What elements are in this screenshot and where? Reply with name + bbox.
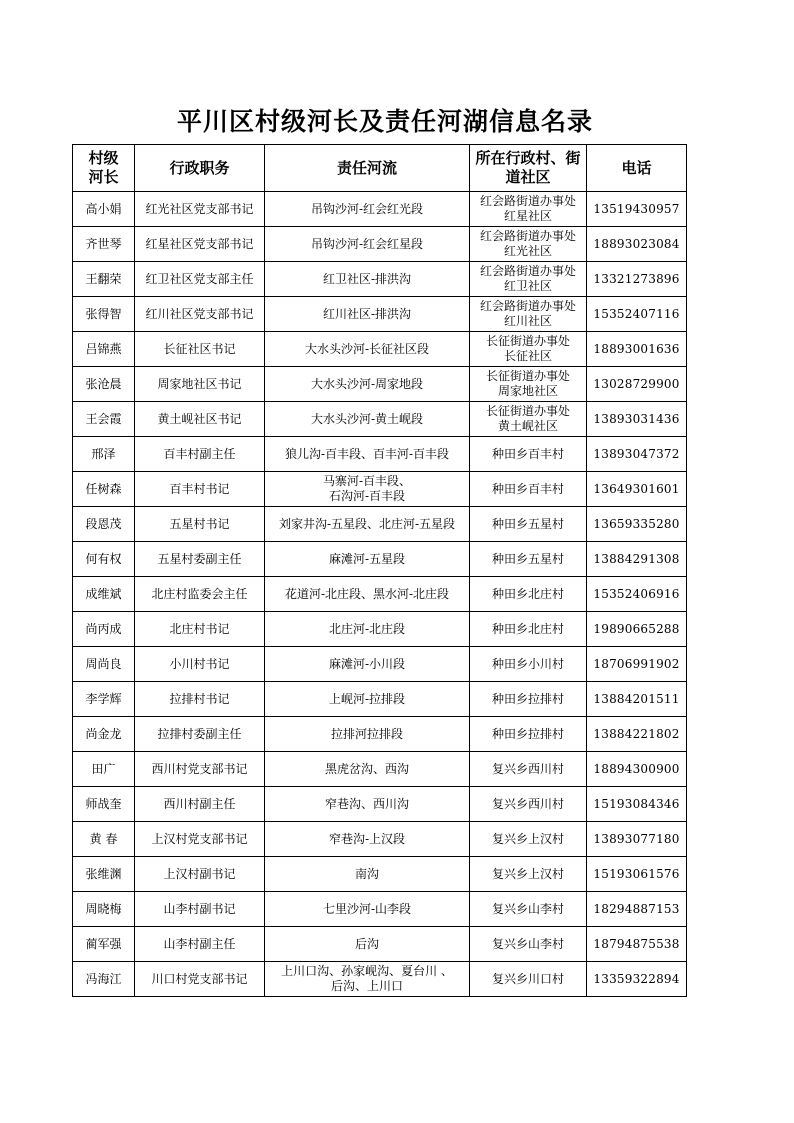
cell-village-line1: 种田乡五星村 xyxy=(491,516,564,531)
cell-village-line2: 长征社区 xyxy=(503,349,552,363)
cell-role: 拉排村委副主任 xyxy=(135,717,265,752)
cell-village-line1: 种田乡五星村 xyxy=(491,551,564,566)
table-row xyxy=(73,262,687,297)
cell-role: 川口村党支部书记 xyxy=(135,962,265,997)
table-row xyxy=(73,892,687,927)
cell-village xyxy=(470,787,587,822)
cell-village-line1: 种田乡拉排村 xyxy=(491,691,564,706)
table-row xyxy=(73,857,687,892)
cell-role: 红川社区党支部书记 xyxy=(135,297,265,332)
cell-role: 山李村副书记 xyxy=(135,892,265,927)
cell-village xyxy=(470,262,587,297)
table-row xyxy=(73,192,687,227)
cell-village xyxy=(470,962,587,997)
cell-river: 南沟 xyxy=(265,857,470,892)
cell-name: 王翻荣 xyxy=(73,262,135,297)
cell-village-line1: 种田乡北庄村 xyxy=(491,586,564,601)
cell-river: 拉排河拉排段 xyxy=(265,717,470,752)
header-name-line1: 村级 xyxy=(88,149,119,167)
cell-name: 田广 xyxy=(73,752,135,787)
cell-river: 上岘河-拉排段 xyxy=(265,682,470,717)
cell-river: 窄巷沟-上汉段 xyxy=(265,822,470,857)
cell-river: 吊钩沙河-红会红光段 xyxy=(265,192,470,227)
cell-village xyxy=(470,752,587,787)
cell-village-line2: 红卫社区 xyxy=(503,279,552,293)
cell-village-line2: 红星社区 xyxy=(503,209,552,223)
cell-phone: 18794875538 xyxy=(587,927,687,962)
cell-river: 窄巷沟、西川沟 xyxy=(265,787,470,822)
cell-village xyxy=(470,367,587,402)
cell-phone: 13659335280 xyxy=(587,507,687,542)
cell-name: 黄 春 xyxy=(73,822,135,857)
cell-river: 吊钩沙河-红会红星段 xyxy=(265,227,470,262)
table-row xyxy=(73,962,687,997)
cell-phone: 13649301601 xyxy=(587,472,687,507)
table-row xyxy=(73,577,687,612)
cell-village xyxy=(470,857,587,892)
cell-village xyxy=(470,542,587,577)
cell-role: 山李村副主任 xyxy=(135,927,265,962)
table-row xyxy=(73,332,687,367)
table-row xyxy=(73,367,687,402)
cell-name: 冯海江 xyxy=(73,962,135,997)
cell-name: 张沧晨 xyxy=(73,367,135,402)
cell-river: 刘家井沟-五星段、北庄河-五星段 xyxy=(265,507,470,542)
cell-river: 麻滩河-五星段 xyxy=(265,542,470,577)
cell-phone: 19890665288 xyxy=(587,612,687,647)
cell-phone: 18294887153 xyxy=(587,892,687,927)
cell-name: 段恩茂 xyxy=(73,507,135,542)
cell-name: 成维斌 xyxy=(73,577,135,612)
table-header-row xyxy=(73,145,687,192)
cell-role: 五星村书记 xyxy=(135,507,265,542)
cell-role: 百丰村书记 xyxy=(135,472,265,507)
cell-phone: 15193084346 xyxy=(587,787,687,822)
cell-phone: 18893001636 xyxy=(587,332,687,367)
header-name xyxy=(73,145,135,192)
cell-phone: 13519430957 xyxy=(587,192,687,227)
cell-village-line1: 红会路街道办事处 xyxy=(479,229,576,243)
cell-phone: 13359322894 xyxy=(587,962,687,997)
cell-phone: 13884201511 xyxy=(587,682,687,717)
cell-river: 大水头沙河-长征社区段 xyxy=(265,332,470,367)
cell-role: 小川村书记 xyxy=(135,647,265,682)
cell-name: 李学辉 xyxy=(73,682,135,717)
cell-village-line1: 种田乡拉排村 xyxy=(491,726,564,741)
cell-role: 红卫社区党支部主任 xyxy=(135,262,265,297)
cell-village xyxy=(470,892,587,927)
cell-role: 五星村委副主任 xyxy=(135,542,265,577)
table-row xyxy=(73,297,687,332)
cell-name: 高小娟 xyxy=(73,192,135,227)
cell-role: 上汉村党支部书记 xyxy=(135,822,265,857)
cell-river: 七里沙河-山李段 xyxy=(265,892,470,927)
cell-village xyxy=(470,507,587,542)
cell-role: 长征社区书记 xyxy=(135,332,265,367)
cell-phone: 18706991902 xyxy=(587,647,687,682)
cell-phone: 18894300900 xyxy=(587,752,687,787)
cell-phone: 13893077180 xyxy=(587,822,687,857)
cell-name: 何有权 xyxy=(73,542,135,577)
table-row xyxy=(73,507,687,542)
table-row xyxy=(73,717,687,752)
cell-name: 尚金龙 xyxy=(73,717,135,752)
cell-village-line1: 复兴乡上汉村 xyxy=(491,866,564,881)
table-row xyxy=(73,437,687,472)
cell-village-line2: 红光社区 xyxy=(503,244,552,258)
cell-village-line1: 长征街道办事处 xyxy=(485,334,570,348)
table-row xyxy=(73,752,687,787)
cell-village-line1: 种田乡百丰村 xyxy=(491,481,564,496)
cell-phone: 13028729900 xyxy=(587,367,687,402)
cell-river: 狼儿沟-百丰段、百丰河-百丰段 xyxy=(265,437,470,472)
cell-village-line1: 种田乡百丰村 xyxy=(491,446,564,461)
cell-village xyxy=(470,612,587,647)
cell-village xyxy=(470,472,587,507)
cell-phone: 13893047372 xyxy=(587,437,687,472)
table-row xyxy=(73,787,687,822)
cell-name: 王会霞 xyxy=(73,402,135,437)
cell-village-line1: 种田乡北庄村 xyxy=(491,621,564,636)
cell-village-line1: 种田乡小川村 xyxy=(491,656,564,671)
cell-role: 上汉村副书记 xyxy=(135,857,265,892)
cell-role: 拉排村书记 xyxy=(135,682,265,717)
cell-village-line1: 复兴乡西川村 xyxy=(491,796,564,811)
header-river: 责任河流 xyxy=(265,145,470,192)
cell-name: 师战奎 xyxy=(73,787,135,822)
cell-village-line1: 复兴乡山李村 xyxy=(491,901,564,916)
cell-river: 红卫社区-排洪沟 xyxy=(265,262,470,297)
cell-phone: 15352406916 xyxy=(587,577,687,612)
cell-river: 后沟 xyxy=(265,927,470,962)
cell-village-line1: 长征街道办事处 xyxy=(485,404,570,418)
header-name-line2: 河长 xyxy=(88,168,119,186)
page-title: 平川区村级河长及责任河湖信息名录 xyxy=(176,107,593,136)
cell-role: 红光社区党支部书记 xyxy=(135,192,265,227)
header-village xyxy=(470,145,587,192)
cell-village xyxy=(470,297,587,332)
header-phone: 电话 xyxy=(587,145,687,192)
cell-village xyxy=(470,192,587,227)
cell-name: 尚丙成 xyxy=(73,612,135,647)
table-row xyxy=(73,647,687,682)
cell-role: 红星社区党支部书记 xyxy=(135,227,265,262)
cell-village xyxy=(470,927,587,962)
table-row xyxy=(73,227,687,262)
table-row xyxy=(73,682,687,717)
table-row xyxy=(73,927,687,962)
cell-role: 北庄村监委会主任 xyxy=(135,577,265,612)
cell-phone: 13893031436 xyxy=(587,402,687,437)
header-village-line1: 所在行政村、街 xyxy=(475,149,581,167)
cell-river: 大水头沙河-黄土岘段 xyxy=(265,402,470,437)
cell-village xyxy=(470,227,587,262)
cell-phone: 15193061576 xyxy=(587,857,687,892)
cell-village xyxy=(470,822,587,857)
table-row xyxy=(73,472,687,507)
cell-village-line2: 黄土岘社区 xyxy=(497,419,558,433)
cell-village-line1: 复兴乡上汉村 xyxy=(491,831,564,846)
cell-river: 大水头沙河-周家地段 xyxy=(265,367,470,402)
cell-village xyxy=(470,682,587,717)
cell-role: 西川村副主任 xyxy=(135,787,265,822)
cell-village xyxy=(470,402,587,437)
cell-name: 周晓梅 xyxy=(73,892,135,927)
header-village-line2: 道社区 xyxy=(505,168,551,186)
cell-phone: 18893023084 xyxy=(587,227,687,262)
cell-village-line2: 红川社区 xyxy=(503,314,552,328)
cell-river: 红川社区-排洪沟 xyxy=(265,297,470,332)
cell-village xyxy=(470,577,587,612)
cell-phone: 13884291308 xyxy=(587,542,687,577)
cell-village-line1: 红会路街道办事处 xyxy=(479,299,576,313)
cell-name: 吕锦燕 xyxy=(73,332,135,367)
cell-role: 百丰村副主任 xyxy=(135,437,265,472)
cell-role: 黄土岘社区书记 xyxy=(135,402,265,437)
cell-role: 北庄村书记 xyxy=(135,612,265,647)
cell-phone: 15352407116 xyxy=(587,297,687,332)
cell-village xyxy=(470,717,587,752)
cell-river: 花道河-北庄段、黑水河-北庄段 xyxy=(265,577,470,612)
cell-village-line1: 复兴乡川口村 xyxy=(491,971,564,986)
cell-phone: 13884221802 xyxy=(587,717,687,752)
cell-name: 齐世琴 xyxy=(73,227,135,262)
cell-river: 马寨河-百丰段、 石沟河-百丰段 xyxy=(265,472,470,507)
table-row xyxy=(73,402,687,437)
cell-river: 麻滩河-小川段 xyxy=(265,647,470,682)
cell-village xyxy=(470,332,587,367)
cell-river: 上川口沟、孙家岘沟、夏台川 、 后沟、上川口 xyxy=(265,962,470,997)
cell-phone: 13321273896 xyxy=(587,262,687,297)
table-row xyxy=(73,612,687,647)
cell-name: 周尚良 xyxy=(73,647,135,682)
table-row xyxy=(73,542,687,577)
cell-village-line1: 复兴乡山李村 xyxy=(491,936,564,951)
table-row xyxy=(73,822,687,857)
header-role: 行政职务 xyxy=(135,145,265,192)
cell-village-line1: 红会路街道办事处 xyxy=(479,194,576,208)
cell-village-line1: 长征街道办事处 xyxy=(485,369,570,383)
cell-village-line2: 周家地社区 xyxy=(497,384,558,398)
cell-village xyxy=(470,647,587,682)
cell-village-line1: 复兴乡西川村 xyxy=(491,761,564,776)
cell-river: 黑虎岔沟、西沟 xyxy=(265,752,470,787)
cell-role: 周家地社区书记 xyxy=(135,367,265,402)
cell-name: 蔺军强 xyxy=(73,927,135,962)
cell-role: 西川村党支部书记 xyxy=(135,752,265,787)
table-body xyxy=(73,192,687,997)
cell-village-line1: 红会路街道办事处 xyxy=(479,264,576,278)
cell-river: 北庄河-北庄段 xyxy=(265,612,470,647)
river-chief-table xyxy=(72,144,687,997)
cell-name: 任树森 xyxy=(73,472,135,507)
cell-name: 张得智 xyxy=(73,297,135,332)
cell-name: 邢泽 xyxy=(73,437,135,472)
cell-name: 张维渊 xyxy=(73,857,135,892)
cell-village xyxy=(470,437,587,472)
